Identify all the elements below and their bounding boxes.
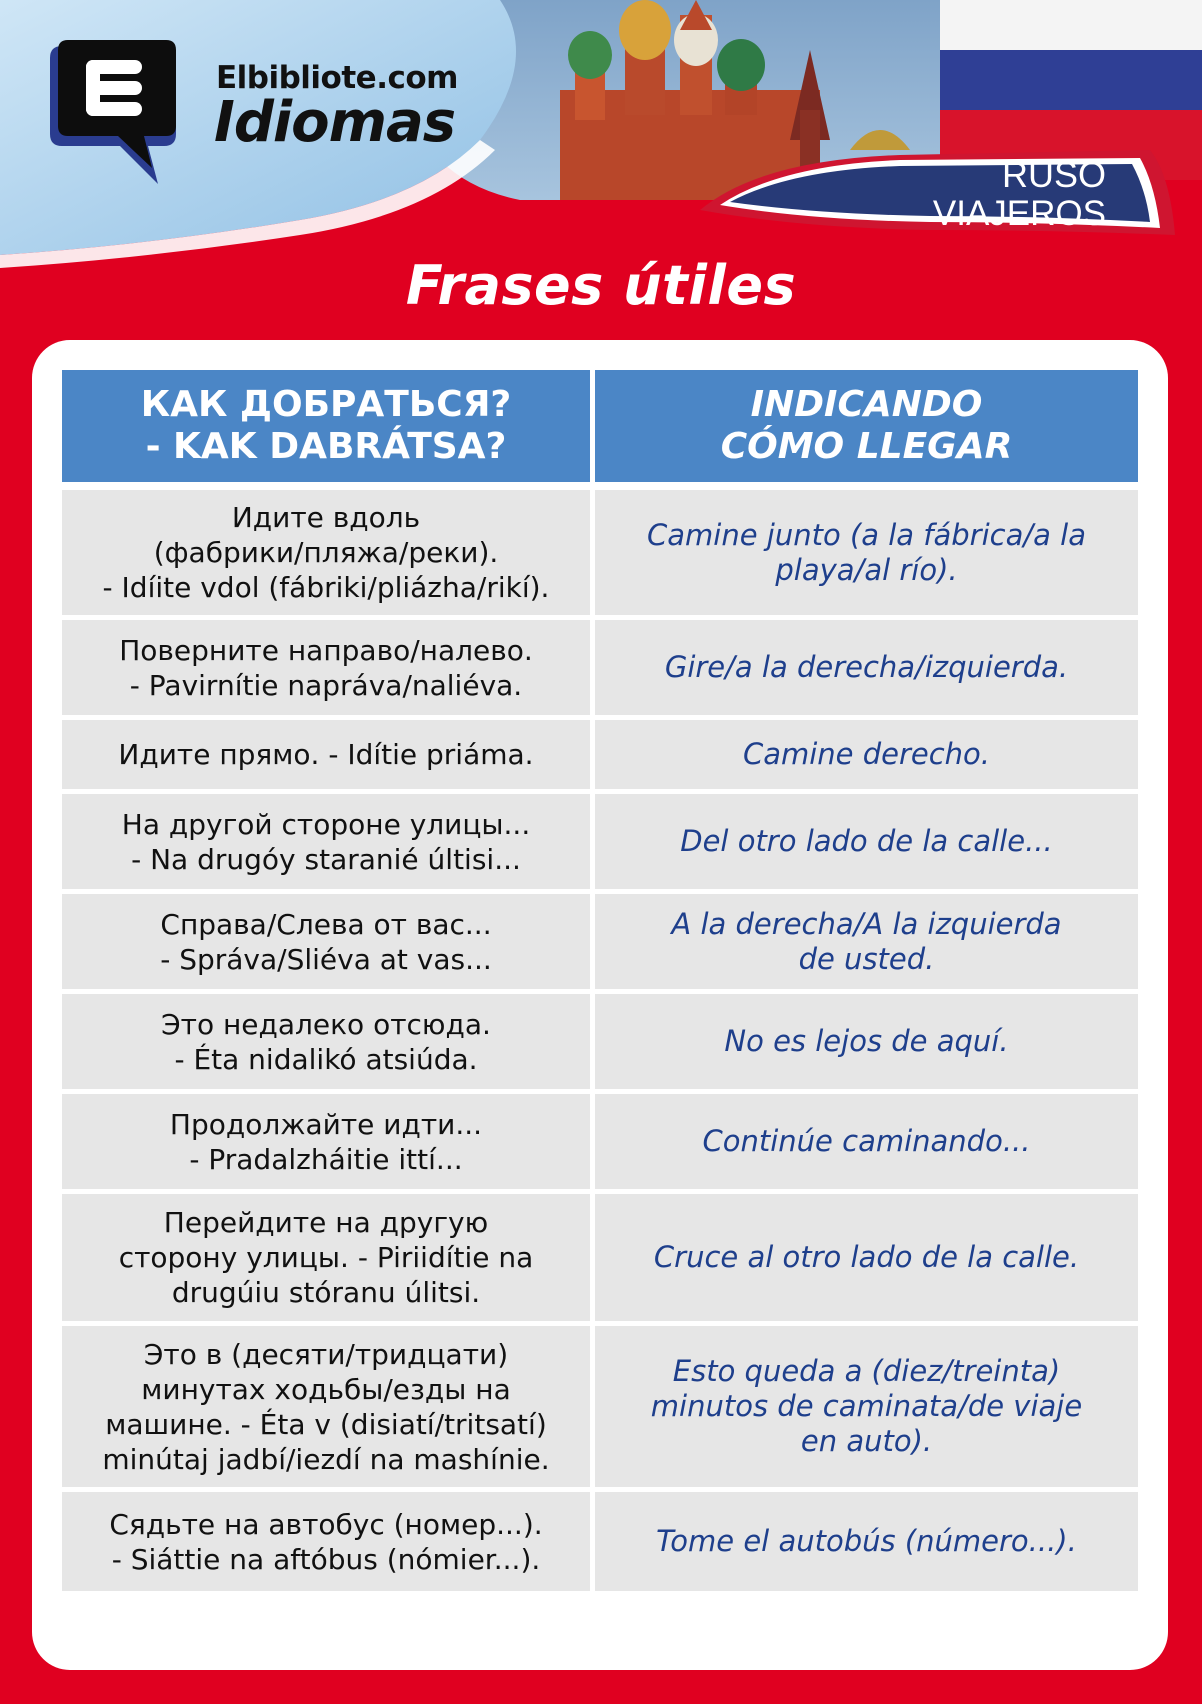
russian-phrase-line: drugúiu stóranu úlitsi. — [171, 1276, 481, 1309]
russian-phrase-line: Идите вдоль — [231, 501, 421, 534]
russian-phrase-line: сторону улицы. - Piriidítie na — [118, 1241, 534, 1274]
russian-phrase-line: Это в (десяти/тридцати) — [143, 1337, 509, 1371]
russian-phrase-line: Поверните направо/налево. — [119, 633, 533, 667]
russian-phrase-cell — [62, 994, 595, 1094]
table-row — [62, 490, 1138, 620]
spanish-translation-line: Esto queda a (diez/treinta) — [672, 1354, 1061, 1388]
spanish-translation-cell — [595, 894, 1138, 994]
russian-phrase-line: - Na drugóy staranié últisi... — [131, 842, 521, 876]
russian-phrase-line: Идите прямо. - Idítie priáma. — [118, 738, 534, 771]
russian-phrase-line: - Pradalzháitie ittí... — [189, 1142, 463, 1176]
spanish-translation-cell — [595, 720, 1138, 794]
russian-phrase-line: - Správa/Sliéva at vas... — [160, 942, 492, 976]
table-row — [62, 994, 1138, 1094]
russian-phrase-cell — [62, 620, 595, 720]
spanish-translation-line: de usted. — [798, 941, 935, 976]
spanish-translation-cell — [595, 1326, 1138, 1492]
russian-phrase-cell — [62, 1194, 595, 1326]
table-row — [62, 1492, 1138, 1596]
table-row — [62, 794, 1138, 894]
spanish-translation-cell — [595, 620, 1138, 720]
russian-phrase-line: minútaj jadbí/iezdí na mashínie. — [102, 1442, 550, 1476]
russian-phrase-line: машине. - Éta v (disiatí/tritsatí) — [105, 1407, 547, 1441]
russian-phrase-cell — [62, 1492, 595, 1596]
russian-phrase-cell — [62, 794, 595, 894]
table-row — [62, 720, 1138, 794]
spanish-translation-line: en auto). — [800, 1424, 933, 1458]
russian-phrase-cell — [62, 894, 595, 994]
spanish-translation-cell — [595, 490, 1138, 620]
russian-phrase-cell — [62, 490, 595, 620]
spanish-translation-cell — [595, 994, 1138, 1094]
table-row — [62, 1194, 1138, 1326]
russian-phrase-cell — [62, 1326, 595, 1492]
phrases-card — [32, 340, 1168, 1670]
spanish-translation-cell — [595, 794, 1138, 894]
russian-phrase-line: (фабрики/пляжа/реки). — [153, 536, 499, 569]
header — [0, 0, 1202, 270]
russian-phrase-cell — [62, 1094, 595, 1194]
russian-phrase-line: Справа/Слева от вас... — [160, 907, 492, 941]
russian-phrase-line: Это недалеко отсюда. — [161, 1007, 491, 1041]
spanish-translation-line: Continúe caminando... — [702, 1124, 1031, 1158]
badge-audience: VIAJEROS — [932, 194, 1106, 233]
russian-phrase-cell — [62, 720, 595, 794]
table-body — [62, 490, 1138, 1596]
spanish-translation-cell — [595, 1094, 1138, 1194]
spanish-translation-line: Camine derecho. — [742, 737, 991, 771]
header-russian-line2: - KAK DABRÁTSA? — [145, 426, 507, 467]
spanish-translation-line: playa/al río). — [775, 552, 958, 587]
spanish-translation-line: Gire/a la derecha/izquierda. — [664, 650, 1069, 684]
russian-phrase-line: На другой стороне улицы... — [121, 807, 531, 841]
page-title: Frases útiles — [405, 254, 797, 317]
spanish-translation-line: Camine junto (a la fábrica/a la — [647, 517, 1086, 552]
header-russian — [62, 370, 595, 490]
brand-name: Idiomas — [214, 90, 456, 155]
phrases-table — [62, 370, 1138, 1596]
spanish-translation-line: minutos de caminata/de viaje — [650, 1389, 1083, 1423]
russian-phrase-line: - Idíite vdol (fábriki/pliázha/rikí). — [102, 571, 550, 604]
brand-site: Elbibliote.com — [216, 60, 458, 96]
spanish-translation-line: A la derecha/A la izquierda — [671, 906, 1062, 941]
russian-phrase-line: Перейдите на другую — [163, 1206, 489, 1239]
chat-bubble-icon — [48, 38, 178, 188]
header-spanish — [595, 370, 1138, 490]
brand-logo — [48, 38, 468, 188]
table-header-row — [62, 370, 1138, 490]
russian-phrase-line: минутах ходьбы/езды на — [141, 1372, 511, 1406]
spanish-translation-cell — [595, 1492, 1138, 1596]
header-russian-line1: КАК ДОБРАТЬСЯ? — [140, 384, 512, 425]
russian-phrase-line: Сядьте на автобус (номер...). — [109, 1507, 543, 1541]
russian-phrase-line: - Éta nidalikó atsiúda. — [174, 1042, 478, 1076]
header-spanish-line1: INDICANDO — [750, 384, 983, 425]
table-row — [62, 1094, 1138, 1194]
table-row — [62, 1326, 1138, 1492]
russian-phrase-line: - Siáttie na aftóbus (nómier...). — [111, 1542, 541, 1576]
table-row — [62, 894, 1138, 994]
spanish-translation-cell — [595, 1194, 1138, 1326]
header-spanish-line2: CÓMO LLEGAR — [720, 426, 1013, 467]
spanish-translation-line: No es lejos de aquí. — [724, 1024, 1009, 1058]
table-row — [62, 620, 1138, 720]
spanish-translation-line: Cruce al otro lado de la calle. — [653, 1240, 1080, 1274]
spanish-translation-line: Del otro lado de la calle... — [680, 824, 1053, 858]
russian-phrase-line: - Pavirnítie naprávа/naliéva. — [129, 668, 523, 702]
russian-phrase-line: Продолжайте идти... — [169, 1107, 483, 1141]
spanish-translation-line: Tome el autobús (número...). — [656, 1524, 1077, 1558]
badge-language: RUSO — [1001, 154, 1106, 195]
